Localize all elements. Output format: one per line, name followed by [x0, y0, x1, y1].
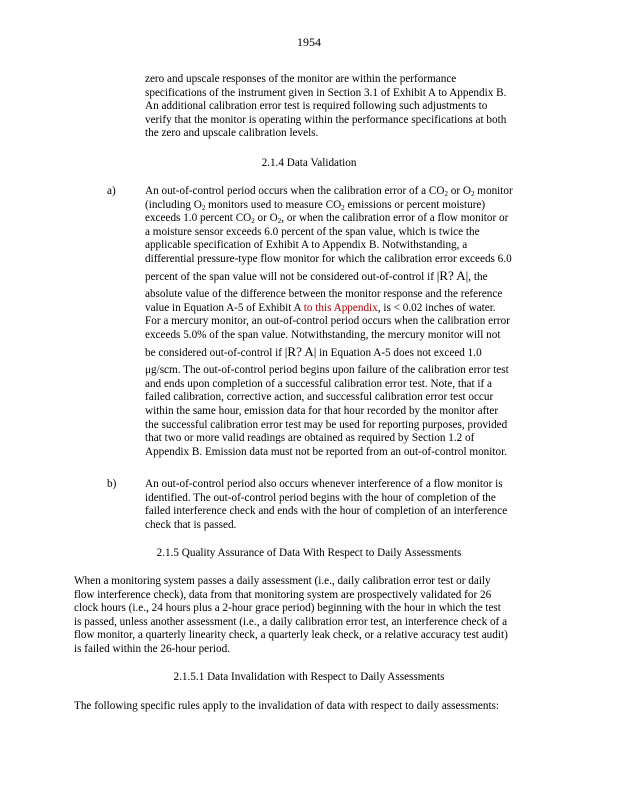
text-line: exceeds 5.0% of the span value. Notwithstanding, the mercury monitor will not	[145, 328, 501, 341]
text-line: exceeds 1.0 percent $CO_2$ or $O_2$, or when the calibration error of a flow monitor or	[145, 212, 509, 226]
text-line: μg/scm. The out-of-control period begins upon failure of the calibration error test	[145, 364, 509, 377]
absolute-difference-expression: |R? A|	[284, 343, 317, 359]
text-line: failed interference check and ends with the hour of completion of an interference	[145, 505, 508, 518]
item-a-paragraph	[145, 185, 545, 459]
final-paragraph: The following specific rules apply to the invalidation of data with respect to daily assessments:	[74, 700, 500, 712]
section-heading-2-1-5-1: 2.1.5.1 Data Invalidation with Respect to Daily Assessments	[173, 671, 445, 683]
section-heading-2-1-4: 2.1.4 Data Validation	[261, 157, 357, 169]
text-line: be considered out-of-control if |R? A| in Equation A-5 does not exceed 1.0	[145, 343, 482, 359]
text-line: specifications of the instrument given in Section 3.1 of Exhibit A to Appendix B.	[145, 86, 507, 99]
text-line: is failed within the 26-hour period.	[74, 642, 230, 655]
text-line: (including $O_2$ monitors used to measure $CO_2$ emissions or percent moisture)	[145, 198, 486, 212]
text-line: identified. The out-of-control period begins with the hour of completion of the	[145, 491, 496, 504]
paragraph-2-1-5	[74, 575, 544, 657]
item-b-paragraph	[145, 478, 545, 532]
text-line: clock hours (i.e., 24 hours plus a 2-hour grace period) beginning with the hour in which the test	[74, 602, 501, 615]
text-line: differential pressure-type flow monitor for which the calibration error exceeds 6.0	[145, 252, 512, 265]
text-line: failed calibration, corrective action, and successful calibration error test occur	[145, 391, 494, 404]
text-line: that two or more valid readings are obtained as required by Section 1.2 of	[145, 432, 475, 445]
text-line: applicable specification of Exhibit A to Appendix B. Notwithstanding, a	[145, 239, 468, 252]
text-line: An out-of-control period occurs when the calibration error of a $CO_2$ or $O_2$ monitor	[145, 185, 513, 198]
page-number: 1954	[297, 35, 321, 49]
text-line: zero and upscale responses of the monitor are within the performance	[145, 73, 457, 85]
text-line: the successful calibration error test may be used for reporting purposes, provided	[145, 418, 508, 431]
list-marker-a: a)	[107, 185, 116, 197]
text-line: check that is passed.	[145, 518, 237, 531]
text-line: the zero and upscale calibration levels.	[145, 127, 319, 140]
text-line: within the same hour, emission data for that hour recorded by the monitor after	[145, 404, 499, 417]
text-line: When a monitoring system passes a daily assessment (i.e., daily calibration error test or daily	[74, 575, 491, 587]
text-line: verify that the monitor is operating within the performance specifications at both	[145, 113, 507, 126]
text-line: and ends upon completion of a successful calibration error test. Note, that if a	[145, 377, 493, 390]
list-marker-b: b)	[107, 478, 117, 490]
intro-paragraph	[145, 73, 545, 141]
text-line: For a mercury monitor, an out-of-control period occurs when the calibration error	[145, 315, 510, 328]
text-line: absolute value of the difference between the monitor response and the reference	[145, 288, 503, 301]
text-line: An out-of-control period also occurs whenever interference of a flow monitor is	[145, 478, 503, 490]
inserted-text: to this Appendix	[303, 301, 378, 314]
text-line: percent of the span value will not be considered out-of-control if |R? A|, the	[145, 267, 488, 283]
text-line: a moisture sensor exceeds 6.0 percent of the span value, which is twice the	[145, 225, 480, 238]
text-line: An additional calibration error test is required following such adjustments to	[145, 100, 488, 113]
text-line: flow monitor, a quarterly linearity check, a quarterly leak check, or a relative accuracy test audit)	[74, 629, 508, 642]
text-line: value in Equation A-5 of Exhibit A to this Appendix, is < 0.02 inches of water.	[145, 301, 496, 314]
text-line: flow interference check), data from that monitoring system are prospectively validated for 26	[74, 588, 492, 601]
text-line: Appendix B. Emission data must not be reported from an out-of-control monitor.	[145, 445, 507, 458]
text-line: is passed, unless another assessment (i.e., a daily calibration error test, an interference check of a	[74, 615, 508, 628]
absolute-difference-expression: |R? A|	[436, 267, 469, 283]
section-heading-2-1-5: 2.1.5 Quality Assurance of Data With Respect to Daily Assessments	[156, 547, 462, 559]
